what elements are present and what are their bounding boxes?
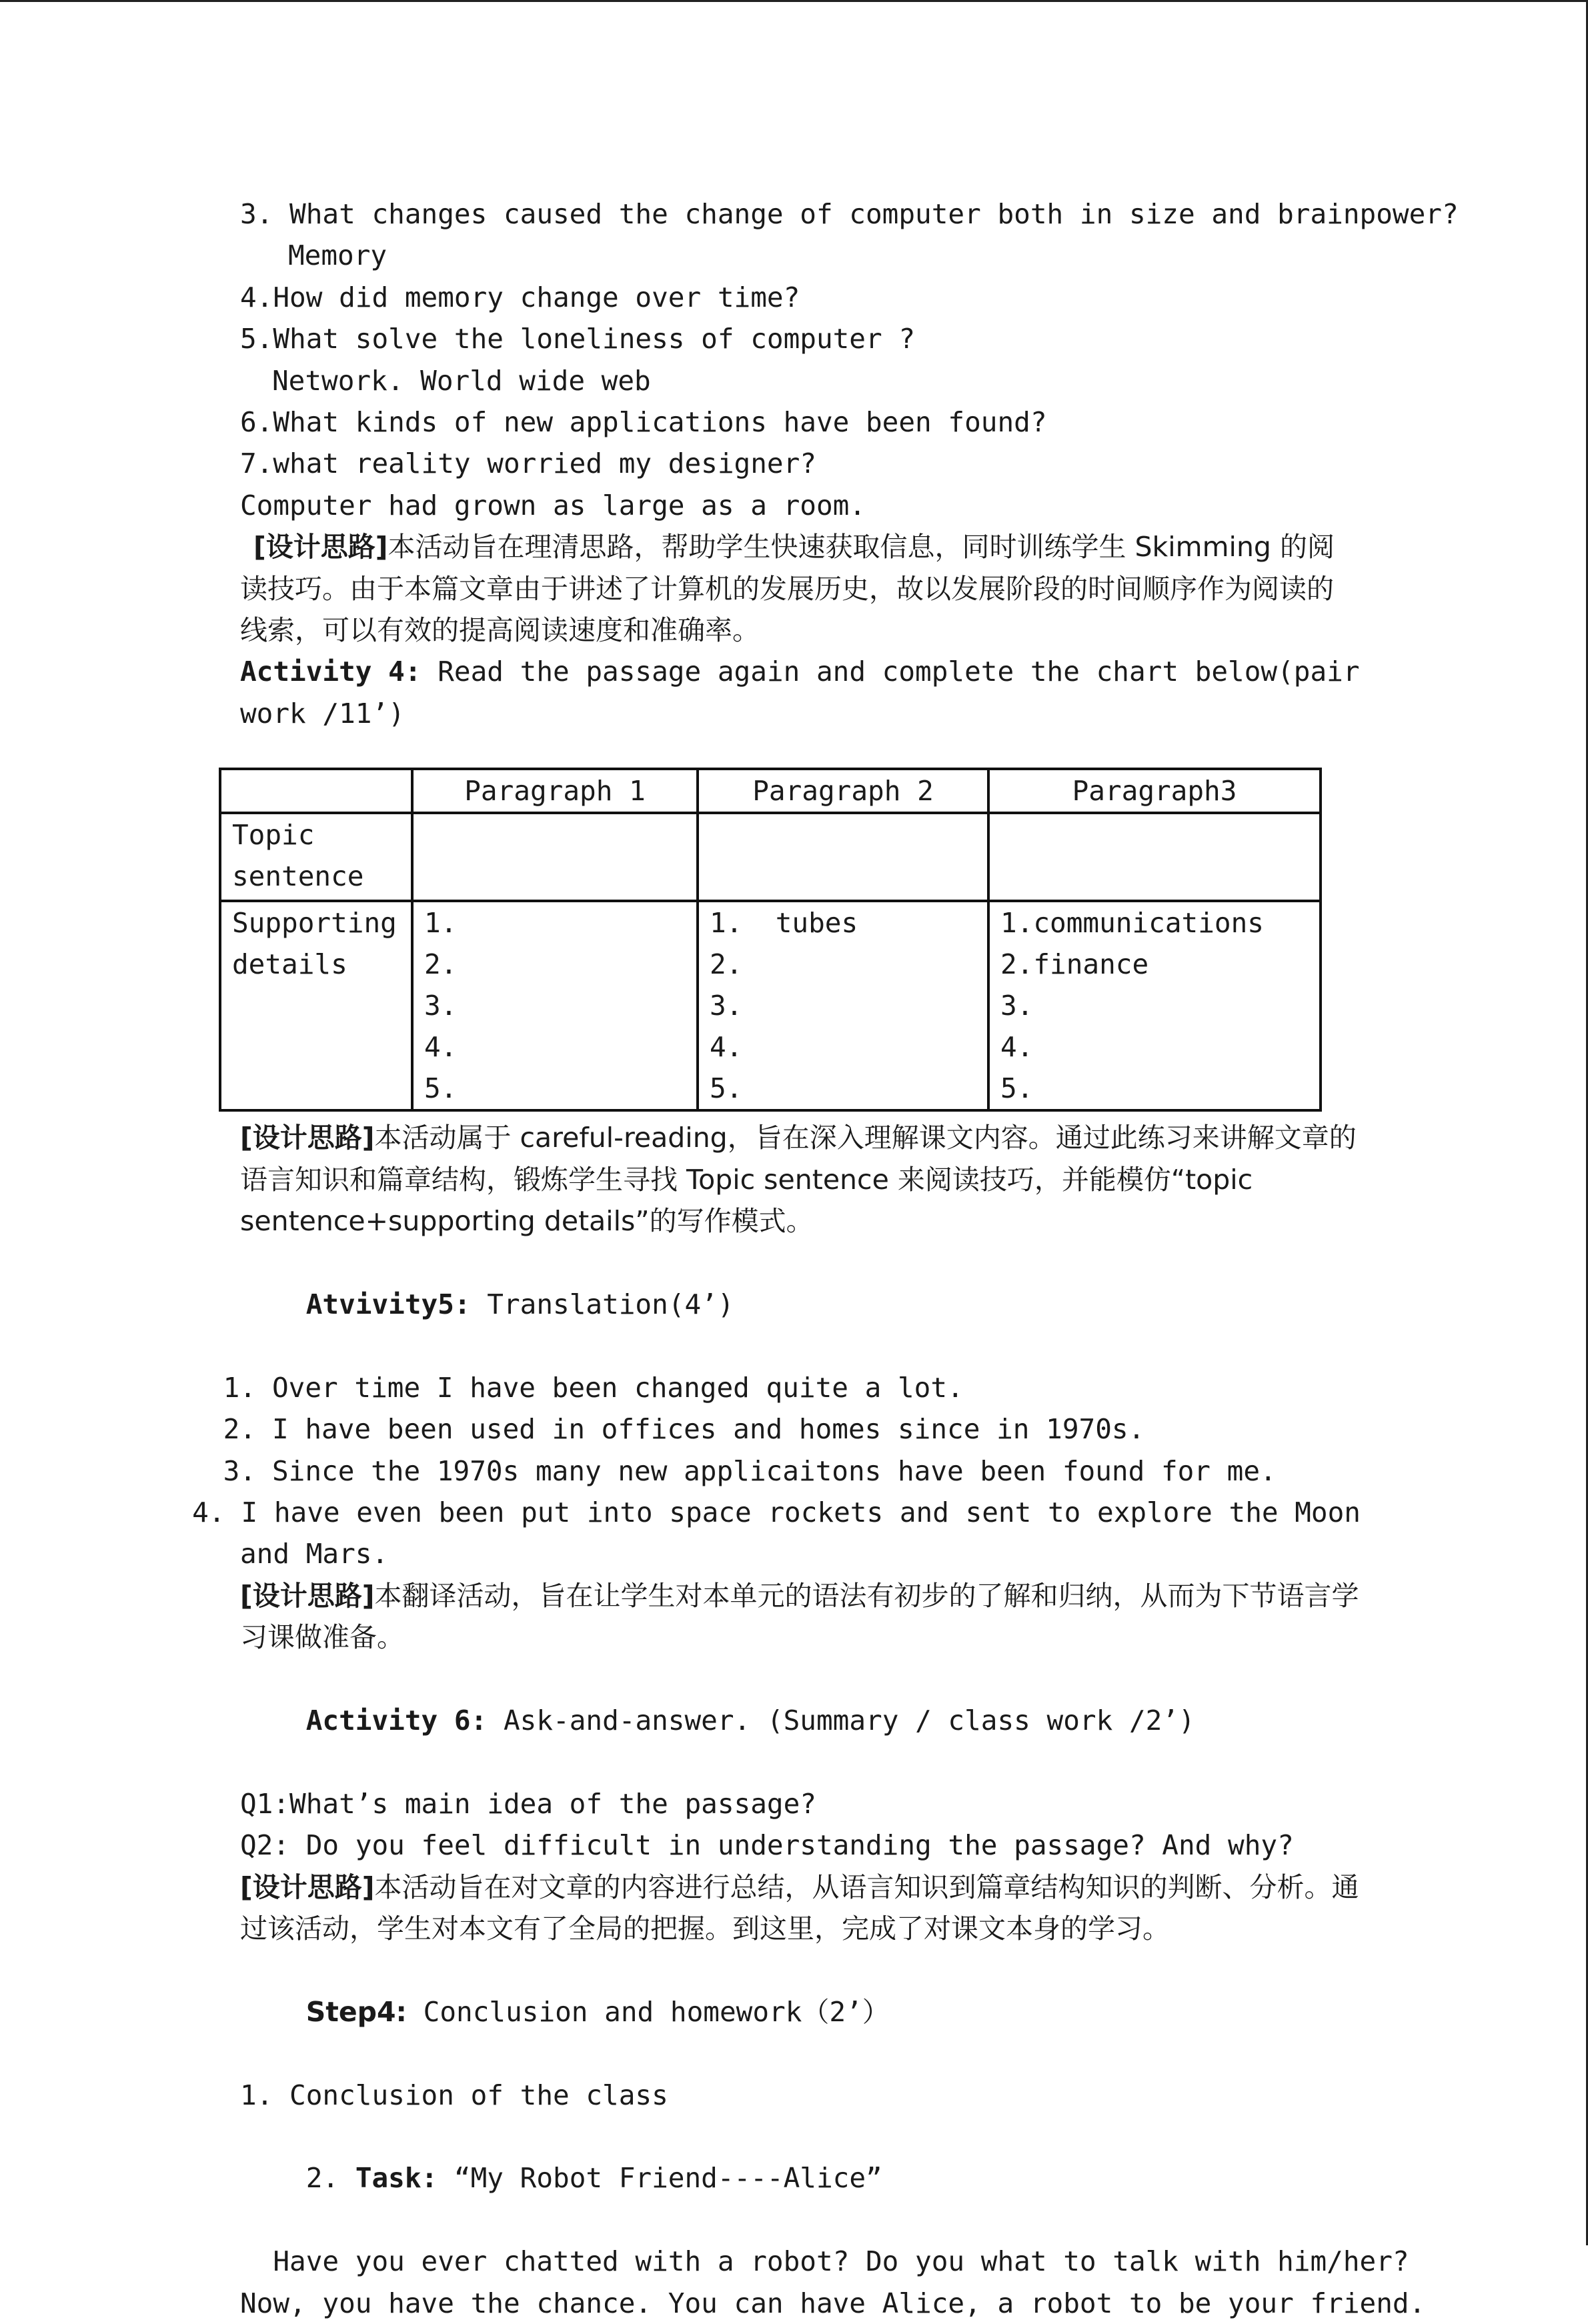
row-label-topic-sentence: Topic sentence (220, 813, 412, 901)
table-row (220, 901, 1321, 1110)
question-4: 4.How did memory change over time? (240, 281, 800, 313)
design-note-text: 本活动属于 careful-reading，旨在深入理解课文内容。通过此练习来讲解文章的语言知识和篇章结构，锻炼学生寻找 Topic sentence 来阅读技巧，并能模仿“topic sentence+supporting details”的写作模式。 (240, 1122, 1357, 1238)
table-header-cell: Paragraph3 (988, 769, 1321, 813)
list-item (192, 1450, 1361, 1492)
list-item (192, 1408, 1361, 1450)
design-note-label: [设计思路] (240, 1579, 375, 1612)
list-item (192, 1367, 1361, 1408)
detail-item: 4. (424, 1031, 458, 1064)
task-label: Task: (355, 2162, 438, 2195)
table-header-row (220, 769, 1321, 813)
step-4-text: Conclusion and homework（2’） (406, 1995, 890, 2028)
step-4-item-2 (240, 2116, 1361, 2241)
detail-item: 1. tubes (710, 907, 858, 940)
question-3-answer: Memory (288, 239, 387, 272)
document-body (192, 193, 1459, 2324)
design-note-text: 本活动旨在理清思路，帮助学生快速获取信息，同时训练学生 Skimming 的阅读技巧。由于本篇文章由于讲述了计算机的发展历史，故以发展阶段的时间顺序作为阅读的线索，可以有效的提高阅读速度和准确率。 (240, 531, 1335, 647)
list-item-number: 3. (223, 1454, 256, 1487)
activity-6-q1: Q1:What’s main idea of the passage? (240, 1787, 816, 1820)
list-item-number: 4. (192, 1496, 225, 1528)
activity-6 (240, 1658, 1361, 1783)
list-item-continuation: and Mars. (240, 1538, 389, 1570)
detail-item: 5. (424, 1072, 458, 1105)
design-note-text: 本翻译活动，旨在让学生对本单元的语法有初步的了解和归纳，从而为下节语言学习课做准备。 (240, 1579, 1359, 1654)
table-cell (698, 901, 988, 1110)
activity-5-text: Translation(4’) (470, 1288, 734, 1320)
detail-item: 1. (424, 907, 458, 940)
list-item-text: Since the 1970s many new applicaitons have been found for me. (272, 1454, 1277, 1487)
list-item-text: I have even been put into space rockets and sent to explore the Moon (241, 1496, 1361, 1528)
activity-5 (240, 1242, 1361, 1367)
question-7-answer: Computer had grown as large as a room. (240, 489, 866, 521)
design-note-2 (240, 1117, 1361, 1242)
table-row (220, 813, 1321, 901)
detail-item: 1.communications (1000, 907, 1264, 940)
paragraph-chart-table (219, 768, 1322, 1112)
activity-4-text: Read the passage again and complete the chart below(pair work /11’) (240, 656, 1360, 730)
translation-list (192, 1367, 1361, 1534)
design-note-label: [设计思路] (253, 531, 388, 563)
list-item-text: Over time I have been changed quite a lot. (272, 1371, 964, 1404)
design-note-label: [设计思路] (240, 1122, 375, 1154)
design-note-4 (240, 1867, 1361, 1950)
question-6: 6.What kinds of new applications have been found? (240, 406, 1047, 439)
table-header-cell (220, 769, 412, 813)
step-4-item-2-prefix: 2. (305, 2162, 355, 2195)
step-4-item-1: 1. Conclusion of the class (240, 2079, 668, 2111)
table-cell (988, 901, 1321, 1110)
table-header-cell: Paragraph 1 (412, 769, 698, 813)
list-item-number: 2. (223, 1413, 256, 1446)
detail-item: 4. (710, 1031, 743, 1064)
detail-item: 2. (424, 948, 458, 981)
design-note-text: 本活动旨在对文章的内容进行总结，从语言知识到篇章结构知识的判断、分析。通过该活动，学生对本文有了全局的把握。到这里，完成了对课文本身的学习。 (240, 1871, 1359, 1945)
row-label-supporting-details: Supporting details (220, 901, 412, 1110)
activity-4 (240, 651, 1361, 734)
question-3: 3. What changes caused the change of computer both in size and brainpower? (240, 198, 1459, 230)
table-cell (412, 813, 698, 901)
activity-6-q2: Q2: Do you feel difficult in understanding the passage? And why? (240, 1829, 1294, 1862)
step-4 (240, 1949, 1361, 2074)
design-note-1 (240, 526, 1361, 651)
step-4-label: Step4: (305, 1995, 407, 2028)
question-7: 7.what reality worried my designer? (240, 447, 816, 480)
design-note-3 (240, 1575, 1361, 1658)
list-item (192, 1492, 1361, 1533)
detail-item: 3. (710, 990, 743, 1022)
activity-5-label: Atvivity5: (305, 1288, 471, 1320)
question-5: 5.What solve the loneliness of computer ? (240, 323, 916, 355)
task-paragraph-line-2: Now, you have the chance. You can have Alice, a robot to be your friend. (240, 2287, 1426, 2319)
detail-item: 4. (1000, 1031, 1034, 1064)
page-top-border (0, 0, 1588, 2)
activity-6-text: Ask-and-answer. (Summary / class work /2’) (487, 1704, 1195, 1736)
detail-item: 3. (424, 990, 458, 1022)
activity-6-label: Activity 6: (305, 1704, 488, 1736)
detail-item: 2.finance (1000, 948, 1149, 981)
detail-item: 3. (1000, 990, 1034, 1022)
list-item-number: 1. (223, 1371, 256, 1404)
detail-item: 5. (1000, 1072, 1034, 1105)
table-header-cell: Paragraph 2 (698, 769, 988, 813)
table-cell (698, 813, 988, 901)
table-cell (988, 813, 1321, 901)
task-title: “My Robot Friend----Alice” (438, 2162, 882, 2195)
table-cell (412, 901, 698, 1110)
design-note-label: [设计思路] (240, 1871, 375, 1903)
detail-item: 2. (710, 948, 743, 981)
activity-4-label: Activity 4: (240, 656, 422, 688)
question-5-answer: Network. World wide web (272, 364, 651, 397)
detail-item: 5. (710, 1072, 743, 1105)
chart-table-wrapper (219, 768, 1361, 1112)
list-item-text: I have been used in offices and homes since in 1970s. (272, 1413, 1145, 1446)
task-paragraph-line-1: Have you ever chatted with a robot? Do you what to talk with him/her? (240, 2245, 1409, 2278)
